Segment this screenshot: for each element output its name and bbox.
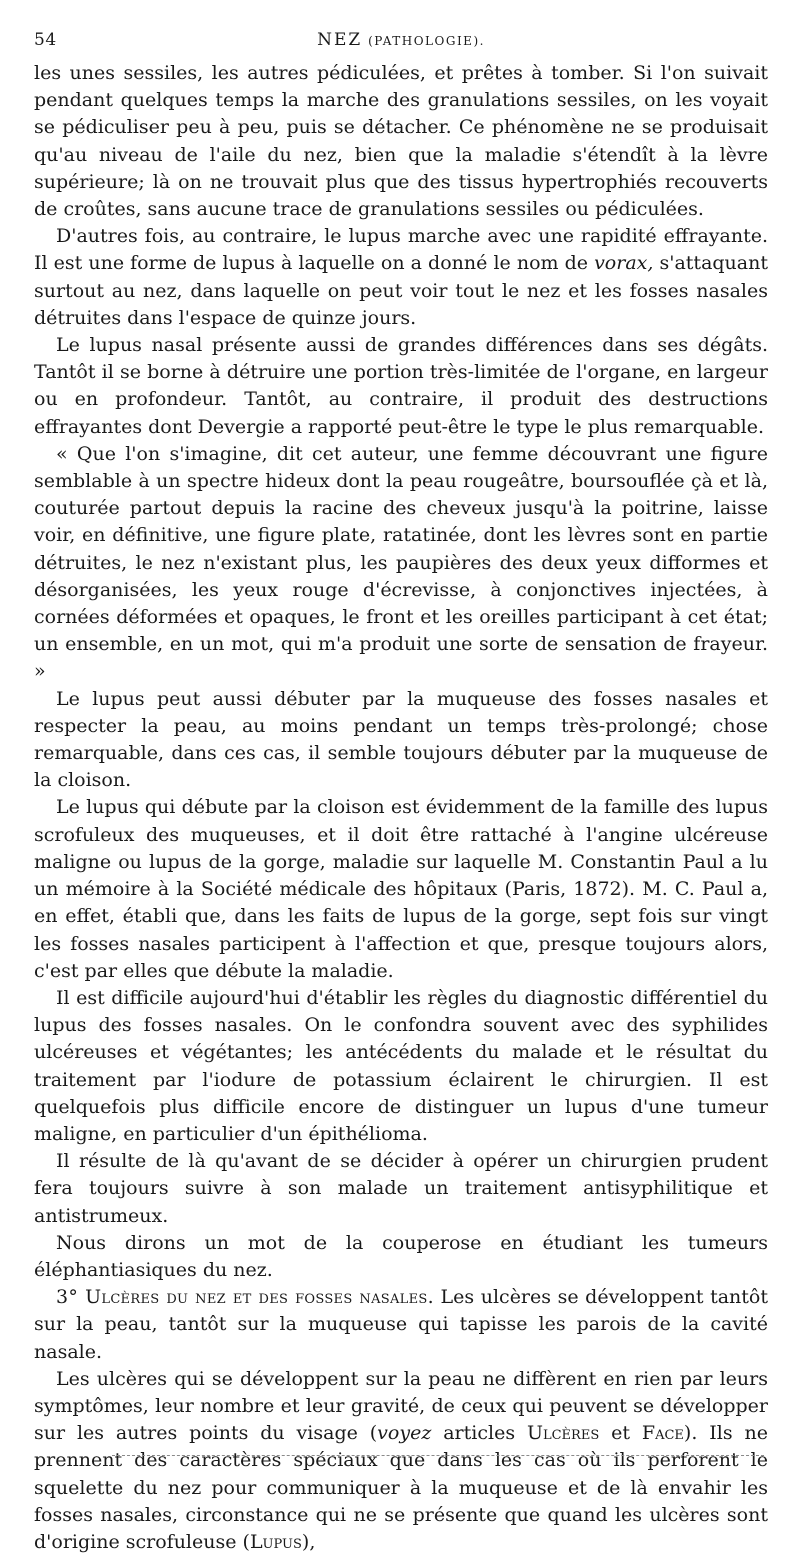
- quotation-paragraph: « Que l'on s'imagine, dit cet auteur, une femme découvrant une figure semblable à un spectre hideux dont la peau rougeâtre, boursouflée çà et là, couturée partout depuis la racine des cheveux jusqu'à la poitrine, laisse voir, en définitive, une figure plate, ratatinée, dont les lèvres sont en partie détruites, le nez n'existant plus, les paupières des deux yeux difformes et désorganisées, les yeux rouge d'écrevisse, à conjonctives injectées, à cornées déformées et opaques, le front et les oreilles participant à cet état; un ensemble, en un mot, qui m'a produit une sorte de sensation de frayeur. »: [34, 442, 768, 683]
- running-title-subtitle: (PATHOLOGIE).: [368, 34, 485, 48]
- paragraph: Il résulte de là qu'avant de se décider à opérer un chirurgien prudent fera toujours suivre à son malade un traitement antisyphilitique et antistrumeux.: [34, 1150, 768, 1227]
- footer-dashed-rule: [112, 1455, 764, 1456]
- page: [34, 30, 768, 1556]
- section-heading: 3° Ulcères du nez et des fosses nasales.: [56, 1286, 434, 1309]
- paragraph-text: D'autres fois, au contraire, le lupus marche avec une rapidité effrayante. Il est une forme de lupus à laquelle on a donné le nom de: [34, 225, 768, 275]
- emphasis-term: voyez: [377, 1422, 432, 1445]
- paragraph: les unes sessiles, les autres pédiculées, et prêtes à tomber. Si l'on suivait pendant quelques temps la marche des granulations sessiles, on les voyait se pédiculiser peu à peu, puis se détacher. Ce phénomène ne se produisait qu'au niveau de l'aile du nez, bien que la maladie s'étendît à la lèvre supérieure; là on ne trouvait plus que des tissus hypertrophiés recouverts de croûtes, sans aucune trace de granulations sessiles ou pédiculées.: [34, 62, 768, 221]
- running-head: [34, 30, 768, 56]
- paragraph-text: Les ulcères se développent tantôt sur la peau, tantôt sur la muqueuse qui tapisse les parois de la cavité nasale.: [34, 1286, 768, 1363]
- page-number: 54: [34, 30, 57, 50]
- paragraph-text: ),: [301, 1530, 316, 1553]
- cross-reference: Lupus: [249, 1530, 302, 1553]
- paragraph-text: Les ulcères qui se développent sur la peau ne diffèrent en rien par leurs symptômes, leur nombre et leur gravité, de ceux qui peuvent se développer sur les autres points du visage (: [34, 1367, 768, 1445]
- paragraph: Il est difficile aujourd'hui d'établir les règles du diagnostic différentiel du lupus des fosses nasales. On le confondra souvent avec des syphilides ulcéreuses et végétantes; les antécédents du malade et le résultat du traitement par l'iodure de potassium éclairent le chirurgien. Il est quelquefois plus difficile encore de distinguer un lupus d'une tumeur maligne, en particulier d'un épithélioma.: [34, 986, 768, 1145]
- paragraph: [34, 1366, 768, 1556]
- cross-reference: Ulcères: [526, 1422, 600, 1445]
- running-title: [34, 30, 768, 50]
- paragraph: Le lupus peut aussi débuter par la muqueuse des fosses nasales et respecter la peau, au moins pendant un temps très-prolongé; chose remarquable, dans ces cas, il semble toujours débuter par la muqueuse de la cloison.: [34, 687, 768, 792]
- paragraph: Nous dirons un mot de la couperose en étudiant les tumeurs éléphantiasiques du nez.: [34, 1231, 768, 1281]
- paragraph-text: et: [611, 1422, 631, 1445]
- running-title-main: NEZ: [317, 30, 363, 50]
- paragraph-text: s'attaquant surtout au nez, dans laquelle on peut voir tout le nez et les fosses nasales détruites dans l'espace de quinze jours.: [34, 252, 768, 329]
- paragraph-text: ). Ils ne prennent des caractères spéciaux que dans les cas où ils perforent le squelette du nez pour communiquer à la muqueuse et de là envahir les fosses nasales, circonstance qui ne se présente que quand les ulcères sont d'origine scrofuleuse (: [34, 1422, 768, 1553]
- body-text: [34, 60, 768, 1556]
- paragraph: Le lupus nasal présente aussi de grandes différences dans ses dégâts. Tantôt il se borne à détruire une portion très-limitée de l'organe, en largeur ou en profondeur. Tantôt, au contraire, il produit des destructions effrayantes dont Devergie a rapporté peut-être le type le plus remarquable.: [34, 334, 768, 438]
- emphasis-term: vorax,: [594, 252, 654, 275]
- section-paragraph: [34, 1284, 768, 1366]
- cross-reference: Face: [641, 1422, 684, 1445]
- paragraph: Le lupus qui débute par la cloison est évidemment de la famille des lupus scrofuleux des muqueuses, et il doit être rattaché à l'angine ulcéreuse maligne ou lupus de la gorge, maladie sur laquelle M. Constantin Paul a lu un mémoire à la Société médicale des hôpitaux (Paris, 1872). M. C. Paul a, en effet, établi que, dans les faits de lupus de la gorge, sept fois sur vingt les fosses nasales participent à l'affection et que, presque toujours alors, c'est par elles que débute la maladie.: [34, 796, 768, 982]
- paragraph-text: articles: [443, 1422, 516, 1445]
- paragraph: [34, 223, 768, 332]
